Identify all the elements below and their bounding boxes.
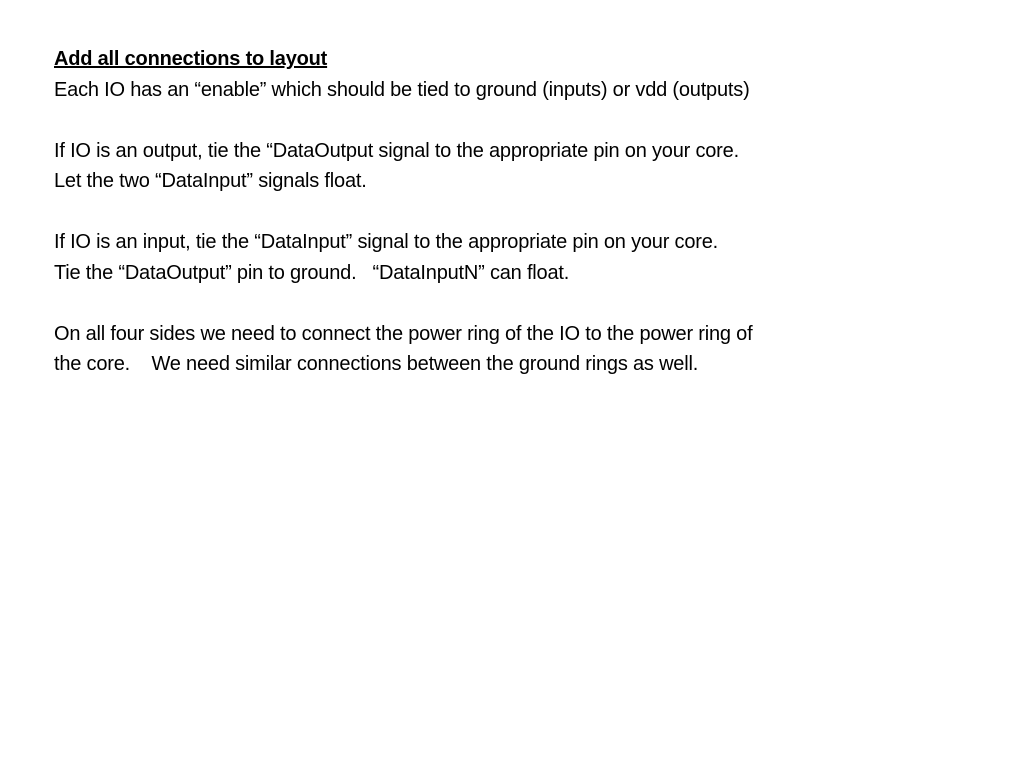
slide-body bbox=[54, 44, 1004, 380]
spacer bbox=[54, 105, 1004, 136]
enable-tie-line: Each IO has an “enable” which should be tied to ground (inputs) or vdd (outputs) bbox=[54, 78, 750, 101]
spacer bbox=[54, 197, 1004, 228]
input-instruction-line-1: If IO is an input, tie the “DataInput” signal to the appropriate pin on your core. bbox=[54, 231, 718, 253]
spacer bbox=[54, 288, 1004, 319]
power-ring-line-1: On all four sides we need to connect the power ring of the IO to the power ring of bbox=[54, 322, 753, 345]
power-ring-line-2: the core. We need similar connections between the ground rings as well. bbox=[54, 353, 699, 375]
output-instruction-line-1: If IO is an output, tie the “DataOutput signal to the appropriate pin on your core. bbox=[54, 139, 739, 162]
input-instruction-line-2: Tie the “DataOutput” pin to ground. “DataInputN” can float. bbox=[54, 261, 570, 284]
output-instruction-line-2: Let the two “DataInput” signals float. bbox=[54, 170, 367, 192]
slide-heading: Add all connections to layout bbox=[54, 48, 328, 70]
